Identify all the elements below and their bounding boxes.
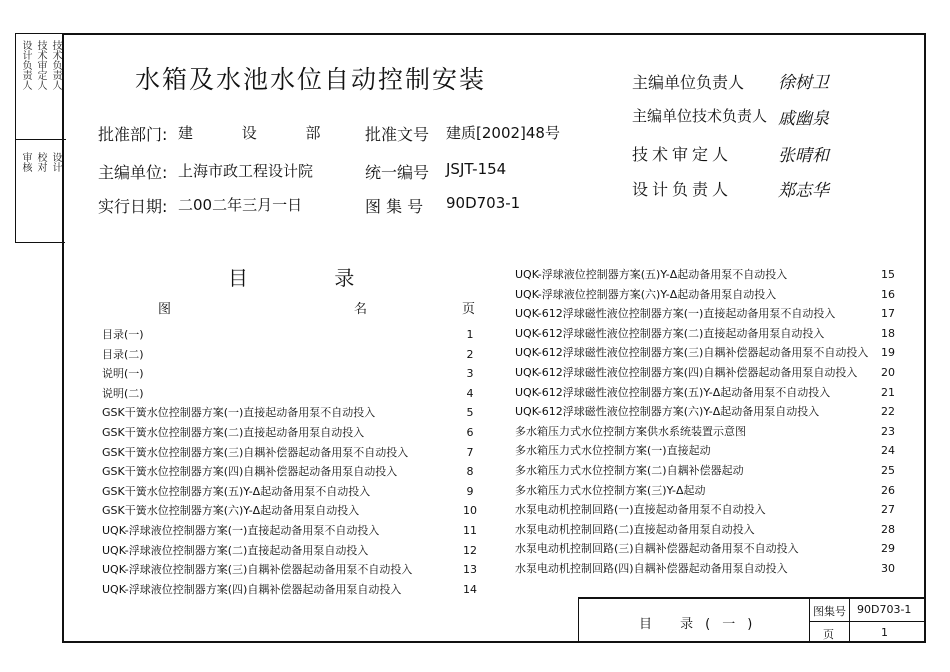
side-cell: 技术审定人 — [35, 40, 46, 90]
toc-row — [515, 383, 898, 403]
toc-item-name: 多水箱压力式水位控制方案(三)Y-Δ起动 — [515, 483, 706, 497]
toc-item-page: 19 — [881, 346, 895, 360]
toc-row — [102, 423, 480, 443]
toc-item-page: 5 — [466, 406, 474, 420]
toc-item-name: GSK干簧水位控制器方案(四)自耦补偿器起动备用泵自动投入 — [102, 465, 398, 479]
toc-row — [102, 443, 480, 463]
toc-item-page: 27 — [881, 503, 895, 517]
toc-row — [102, 560, 480, 580]
side-cell: 设计负责人 — [20, 40, 31, 90]
toc-item-name: UQK-浮球液位控制器方案(三)自耦补偿器起动备用泵不自动投入 — [102, 563, 413, 577]
approval-dept-value: 建 设 部 — [178, 124, 343, 142]
side-cell: 技术负责人 — [50, 40, 61, 90]
toc-item-page: 2 — [466, 347, 474, 361]
atlas-no-value: 90D703-1 — [857, 603, 912, 616]
toc-item-page: 13 — [463, 563, 477, 577]
toc-row — [515, 520, 898, 540]
signatory-role: 主编单位技术负责人 — [632, 107, 768, 125]
toc-item-page: 22 — [881, 405, 895, 419]
toc-item-name: 目录(二) — [102, 347, 144, 361]
signatory-role: 设计负责人 — [632, 180, 733, 199]
toc-item-page: 16 — [881, 287, 895, 301]
document-title: 水箱及水池水位自动控制安装 — [135, 65, 487, 94]
toc-row — [515, 265, 898, 285]
signatory-role: 主编单位负责人 — [632, 73, 745, 92]
toc-row — [102, 482, 480, 502]
effective-date-label: 实行日期: — [98, 197, 168, 216]
atlas-no-label: 图 集 号 — [365, 197, 424, 216]
signatory-signature: 戚幽泉 — [778, 109, 829, 129]
toc-col-figure: 图 — [158, 302, 172, 317]
toc-row — [515, 461, 898, 481]
toc-item-name: UQK-612浮球磁性液位控制器方案(一)直接起动备用泵不自动投入 — [515, 307, 836, 321]
unified-no-value: JSJT-154 — [446, 160, 507, 178]
toc-row — [102, 345, 480, 365]
toc-item-page: 29 — [881, 542, 895, 556]
toc-item-name: 多水箱压力式水位控制方案供水系统装置示意图 — [515, 424, 746, 438]
approval-doc-label: 批准文号 — [365, 125, 430, 144]
toc-title: 目 录 — [228, 266, 395, 290]
toc-item-name: 多水箱压力式水位控制方案(一)直接起动 — [515, 444, 711, 458]
toc-item-page: 3 — [466, 367, 474, 381]
toc-item-page: 20 — [881, 366, 895, 379]
toc-item-page: 7 — [466, 445, 474, 459]
toc-col-page: 页 — [462, 302, 476, 317]
toc-item-name: 水泵电动机控制回路(三)自耦补偿器起动备用泵不自动投入 — [515, 542, 799, 556]
toc-item-page: 25 — [881, 464, 895, 477]
toc-row — [102, 501, 480, 521]
toc-row — [102, 364, 480, 384]
effective-date-value: 二00二年三月一日 — [178, 196, 303, 214]
toc-row — [515, 422, 898, 442]
toc-item-page: 17 — [881, 307, 895, 321]
toc-item-name: UQK-浮球液位控制器方案(二)直接起动备用泵自动投入 — [102, 543, 369, 557]
toc-item-page: 6 — [466, 426, 474, 439]
toc-item-name: GSK干簧水位控制器方案(五)Y-Δ起动备用泵不自动投入 — [102, 484, 371, 498]
toc-item-name: UQK-612浮球磁性液位控制器方案(二)直接起动备用泵自动投入 — [515, 326, 825, 340]
toc-item-page: 26 — [881, 483, 895, 497]
side-signature-block — [15, 33, 65, 243]
toc-item-name: 多水箱压力式水位控制方案(二)自耦补偿器起动 — [515, 464, 744, 477]
toc-row — [102, 462, 480, 482]
toc-item-name: UQK-浮球液位控制器方案(一)直接起动备用泵不自动投入 — [102, 524, 380, 537]
toc-row — [102, 521, 480, 541]
toc-row — [515, 304, 898, 324]
signatory-signature: 郑志华 — [778, 181, 829, 201]
page-label: 页 — [823, 628, 834, 641]
toc-item-page: 4 — [466, 386, 474, 400]
toc-item-page: 21 — [881, 385, 895, 399]
toc-item-page: 11 — [463, 524, 477, 537]
toc-item-name: GSK干簧水位控制器方案(二)直接起动备用泵自动投入 — [102, 426, 365, 439]
unified-no-label: 统一编号 — [365, 163, 430, 182]
toc-row — [515, 285, 898, 305]
toc-item-name: UQK-浮球液位控制器方案(六)Y-Δ起动备用泵自动投入 — [515, 287, 777, 301]
approval-doc-value: 建质[2002]48号 — [446, 124, 560, 142]
toc-item-name: 目录(一) — [102, 328, 144, 341]
toc-row — [515, 441, 898, 461]
toc-item-name: UQK-浮球液位控制器方案(五)Y-Δ起动备用泵不自动投入 — [515, 268, 788, 281]
toc-row — [515, 402, 898, 422]
sheet-title: 目 录(一) — [639, 617, 765, 632]
toc-row — [515, 343, 898, 363]
chief-unit-value: 上海市政工程设计院 — [178, 162, 314, 180]
toc-item-name: 说明(二) — [102, 386, 144, 400]
toc-item-name: GSK干簧水位控制器方案(六)Y-Δ起动备用泵自动投入 — [102, 504, 360, 518]
signatory-signature: 徐树卫 — [778, 73, 829, 93]
toc-row — [515, 500, 898, 520]
toc-row — [515, 363, 898, 383]
toc-item-page: 14 — [463, 582, 477, 596]
toc-row — [515, 324, 898, 344]
toc-item-page: 15 — [881, 268, 895, 281]
atlas-no-value: 90D703-1 — [446, 194, 521, 212]
toc-item-name: GSK干簧水位控制器方案(一)直接起动备用泵不自动投入 — [102, 406, 376, 420]
side-cell: 设计 — [50, 152, 61, 172]
toc-row — [515, 539, 898, 559]
toc-row — [102, 541, 480, 561]
toc-item-page: 12 — [463, 543, 477, 557]
toc-item-name: UQK-612浮球磁性液位控制器方案(三)自耦补偿器起动备用泵不自动投入 — [515, 346, 869, 360]
toc-item-name: 水泵电动机控制回路(四)自耦补偿器起动备用泵自动投入 — [515, 562, 788, 575]
toc-row — [102, 325, 480, 345]
toc-item-name: 水泵电动机控制回路(一)直接起动备用泵不自动投入 — [515, 503, 766, 517]
toc-row — [515, 481, 898, 501]
side-cell: 校对 — [35, 152, 46, 172]
toc-item-page: 10 — [463, 504, 477, 518]
side-divider — [16, 139, 66, 140]
toc-item-page: 18 — [881, 326, 895, 340]
toc-item-name: UQK-浮球液位控制器方案(四)自耦补偿器起动备用泵自动投入 — [102, 582, 402, 596]
signatory-role: 技术审定人 — [632, 145, 733, 164]
toc-item-page: 8 — [466, 465, 474, 479]
toc-item-name: 说明(一) — [102, 367, 144, 381]
toc-item-name: 水泵电动机控制回路(二)直接起动备用泵自动投入 — [515, 522, 755, 536]
chief-unit-label: 主编单位: — [98, 163, 168, 182]
toc-row — [102, 403, 480, 423]
title-block — [578, 597, 926, 643]
approval-dept-label: 批准部门: — [98, 125, 168, 144]
title-block-divider — [809, 621, 926, 622]
toc-item-page: 30 — [881, 562, 895, 575]
toc-row — [515, 559, 898, 579]
atlas-no-label: 图集号 — [813, 605, 846, 618]
toc-item-name: UQK-612浮球磁性液位控制器方案(四)自耦补偿器起动备用泵自动投入 — [515, 366, 858, 379]
toc-row — [102, 580, 480, 600]
toc-row — [102, 384, 480, 404]
toc-item-name: GSK干簧水位控制器方案(三)自耦补偿器起动备用泵不自动投入 — [102, 445, 409, 459]
toc-item-page: 28 — [881, 522, 895, 536]
side-cell: 审核 — [20, 152, 31, 172]
page-value: 1 — [881, 626, 888, 639]
toc-item-page: 1 — [466, 328, 474, 341]
signatory-signature: 张晴和 — [778, 146, 829, 166]
toc-col-name: 名 — [354, 302, 368, 317]
toc-item-name: UQK-612浮球磁性液位控制器方案(五)Y-Δ起动备用泵不自动投入 — [515, 385, 831, 399]
toc-item-page: 23 — [881, 424, 895, 438]
toc-item-name: UQK-612浮球磁性液位控制器方案(六)Y-Δ起动备用泵自动投入 — [515, 405, 820, 419]
toc-item-page: 24 — [881, 444, 895, 458]
toc-item-page: 9 — [466, 484, 474, 498]
